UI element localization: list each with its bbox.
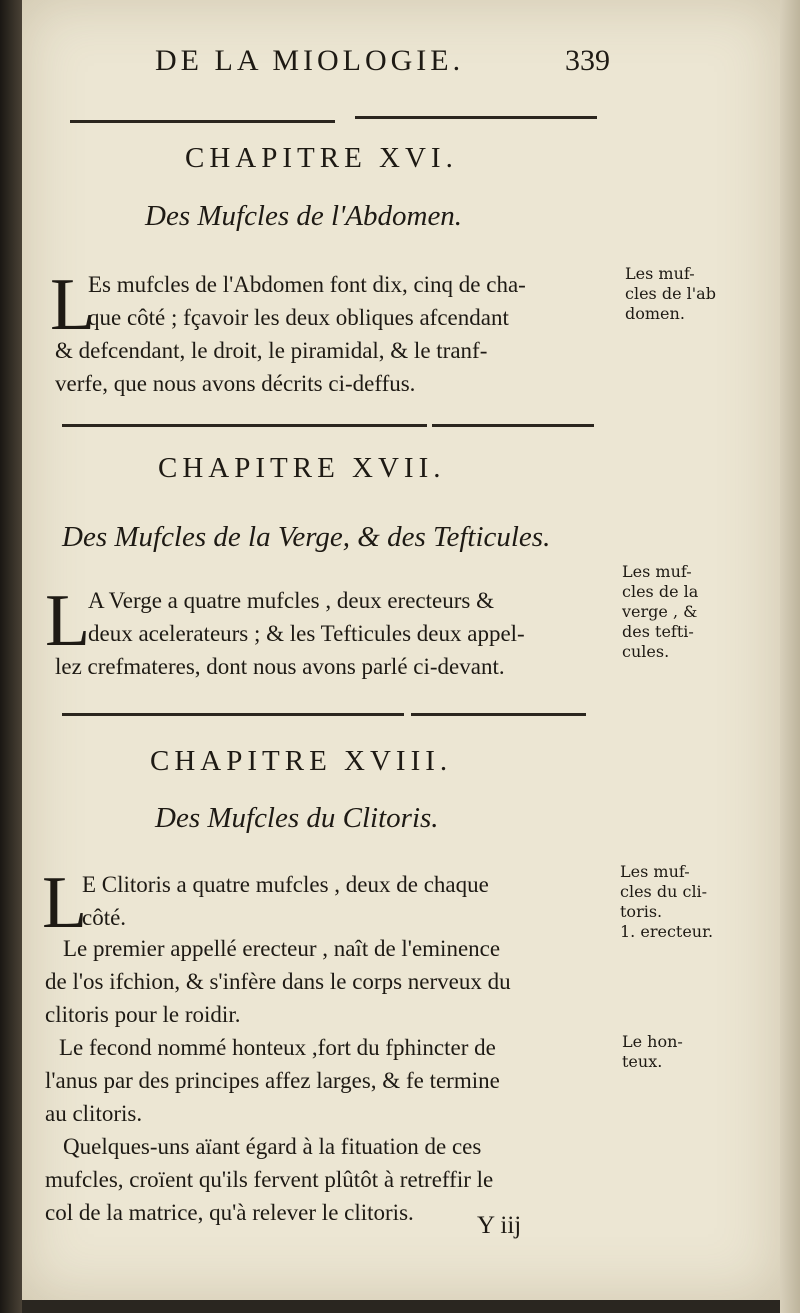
text-line: l'anus par des principes affez larges, & fe termine: [45, 1068, 500, 1093]
paragraph: [88, 268, 613, 334]
rule-right: [432, 424, 594, 427]
text-line: verfe, que nous avons décrits ci-deffus.: [55, 371, 416, 396]
text-line: mufcles, croïent qu'ils fervent plûtôt à retreffir le: [45, 1167, 494, 1192]
chapter-title: CHAPITRE XVI.: [185, 142, 458, 174]
text-line: & defcendant, le droit, le piramidal, & le tranf-: [55, 338, 488, 363]
paragraph: [55, 650, 615, 683]
drop-cap: L: [50, 264, 96, 346]
running-title: DE LA MIOLOGIE.: [155, 44, 465, 77]
text-line: que côté ; fçavoir les deux obliques afcendant: [88, 305, 509, 330]
text-line: deux acelerateurs ; & les Tefticules deux appel-: [88, 621, 525, 646]
page-edge: [780, 0, 800, 1313]
rule-left: [70, 120, 335, 123]
drop-cap: L: [45, 580, 91, 662]
margin-note: Les muf- cles de l'ab domen.: [625, 264, 716, 323]
page-number: 339: [565, 44, 610, 77]
text-line: col de la matrice, qu'à relever le clitoris.: [45, 1200, 414, 1225]
text-line: côté.: [82, 905, 127, 930]
margin-note: Le hon- teux.: [622, 1032, 683, 1071]
rule-left: [62, 713, 404, 716]
text-line: A Verge a quatre mufcles , deux erecteurs &: [88, 588, 494, 613]
chapter-title: CHAPITRE XVIII.: [150, 745, 453, 777]
text-line: Es mufcles de l'Abdomen font dix, cinq de cha-: [88, 272, 526, 297]
rule-right: [355, 116, 597, 119]
text-line: Le fecond nommé honteux ,fort du fphincter de: [59, 1035, 496, 1060]
text-line: de l'os ifchion, & s'infère dans le corps nerveux du: [45, 969, 511, 994]
book-gutter: [0, 0, 22, 1313]
rule-right: [411, 713, 586, 716]
text-line: Le premier appellé erecteur , naît de l'eminence: [63, 936, 501, 961]
paragraph: [82, 868, 612, 934]
chapter-subtitle: Des Mufcles de l'Abdomen.: [145, 200, 463, 232]
text-line: E Clitoris a quatre mufcles , deux de chaque: [82, 872, 489, 897]
margin-note: Les muf- cles de la verge , & des tefti- cules.: [622, 562, 699, 661]
margin-note: Les muf- cles du cli- toris. 1. erecteur.: [620, 862, 714, 941]
rule-left: [62, 424, 427, 427]
paragraph: [88, 584, 613, 650]
signature-mark: Y iij: [477, 1212, 522, 1239]
paragraph: [55, 334, 615, 400]
text-line: Quelques-uns aïant égard à la fituation de ces: [63, 1134, 482, 1159]
chapter-subtitle: Des Mufcles de la Verge, & des Tefticules.: [62, 521, 551, 553]
text-line: au clitoris.: [45, 1101, 143, 1126]
drop-cap: L: [42, 862, 88, 944]
chapter-title: CHAPITRE XVII.: [158, 452, 446, 484]
chapter-subtitle: Des Mufcles du Clitoris.: [155, 802, 439, 834]
text-line: clitoris pour le roidir.: [45, 1002, 241, 1027]
text-line: lez crefmateres, dont nous avons parlé ci-devant.: [55, 654, 505, 679]
paragraph: [45, 932, 615, 1229]
